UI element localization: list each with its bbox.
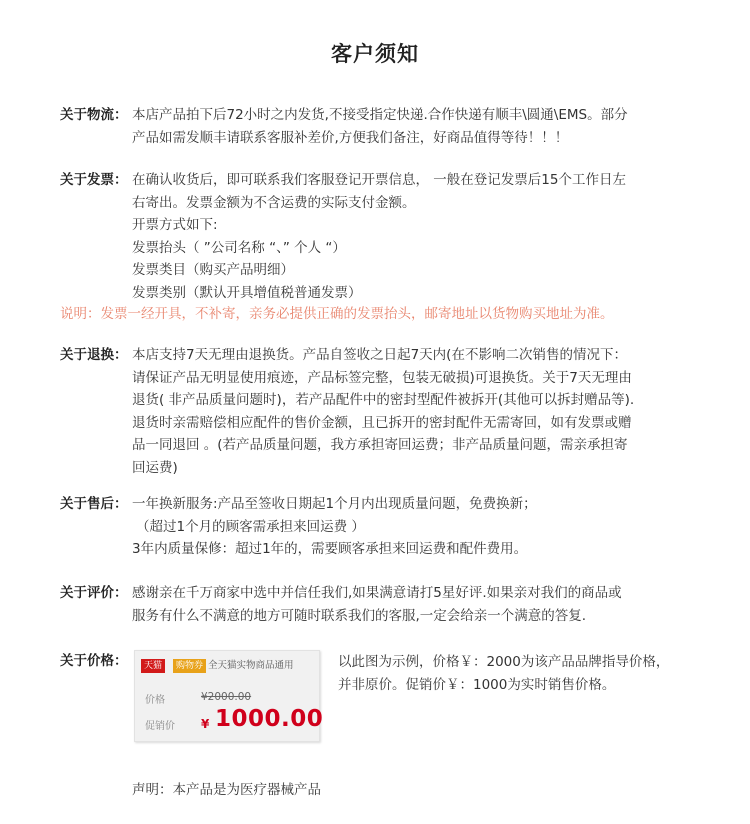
returns-line: 回运费) <box>132 459 178 476</box>
returns-line: 请保证产品无明显使用痕迹，产品标签完整，包装无破损)可退换货。关于7天无理由 <box>132 369 632 386</box>
review-body <box>132 582 700 627</box>
logistics-body <box>132 104 700 149</box>
tmall-badge: 天猫 <box>141 659 165 673</box>
invoice-line: 发票抬头（ ”公司名称 “、” 个人 “） <box>132 239 346 256</box>
returns-label: 关于退换： <box>60 347 128 363</box>
promo-price-value: 1000.00 <box>215 706 324 732</box>
price-label: 关于价格： <box>60 653 128 669</box>
returns-line: 退货时亲需赔偿相应配件的售价金额，且已拆开的密封配件无需寄回，如有发票或赠 <box>132 414 632 431</box>
aftersales-line: （超过1个月的顾客需承担来回运费 ） <box>136 518 365 535</box>
review-label: 关于评价： <box>60 585 128 601</box>
invoice-line: 右寄出。发票金额为不含运费的实际支付金额。 <box>132 194 416 211</box>
logistics-label: 关于物流： <box>60 107 128 123</box>
logistics-line: 产品如需发顺丰请联系客服补差价,方便我们备注，好商品值得等待！！！ <box>132 129 569 146</box>
coupon-badge: 购物券 <box>173 659 206 673</box>
original-price-value: ¥2000.00 <box>201 691 252 703</box>
invoice-label: 关于发票： <box>60 172 128 188</box>
returns-body <box>132 344 700 479</box>
invoice-note: 说明：发票一经开具，不补寄，亲务必提供正确的发票抬头，邮寄地址以货物购买地址为准。 <box>60 306 614 322</box>
invoice-line: 发票类别（默认开具增值税普通发票） <box>132 284 362 301</box>
promo-currency: ¥ <box>201 717 210 731</box>
returns-line: 品一同退回 。(若产品质量问题，我方承担寄回运费；非产品质量问题，需亲承担寄 <box>132 437 628 453</box>
aftersales-label: 关于售后： <box>60 496 128 512</box>
price-line: 以此图为示例，价格￥：2000为该产品品牌指导价格， <box>338 654 670 670</box>
aftersales-line: 一年换新服务:产品至签收日期起1个月内出现质量问题，免费换新； <box>132 496 537 512</box>
invoice-body <box>132 169 700 304</box>
price-line: 并非原价。促销价￥：1000为实时销售价格。 <box>338 676 616 693</box>
aftersales-body <box>132 493 700 561</box>
coupon-description: 全天猫实物商品通用 <box>208 660 294 671</box>
review-line: 感谢亲在千万商家中选中并信任我们,如果满意请打5星好评.如果亲对我们的商品或 <box>132 585 622 601</box>
review-line: 服务有什么不满意的地方可随时联系我们的客服,一定会给亲一个满意的答复. <box>132 607 587 624</box>
declaration: 声明：本产品是为医疗器械产品 <box>132 782 321 798</box>
invoice-line: 发票类目（购买产品明细） <box>132 262 294 278</box>
returns-line: 退货( 非产品质量问题时)，若产品配件中的密封型配件被拆开(其他可以拆封赠品等). <box>132 392 635 408</box>
original-price-label: 价格 <box>145 695 165 706</box>
invoice-line: 开票方式如下: <box>132 217 218 233</box>
price-explanation <box>338 651 718 696</box>
logistics-line: 本店产品拍下后72小时之内发货,不接受指定快递.合作快递有顺丰\圆通\EMS。部分 <box>132 107 628 123</box>
page-title: 客户须知 <box>331 42 419 66</box>
promo-price-label: 促销价 <box>145 721 175 732</box>
aftersales-line: 3年内质量保修：超过1年的，需要顾客承担来回运费和配件费用。 <box>132 541 528 557</box>
price-example-card <box>134 650 324 742</box>
returns-line: 本店支持7天无理由退换货。产品自签收之日起7天内(在不影响二次销售的情况下： <box>132 347 627 363</box>
invoice-line: 在确认收货后，即可联系我们客服登记开票信息， 一般在登记发票后15个工作日左 <box>132 172 626 188</box>
